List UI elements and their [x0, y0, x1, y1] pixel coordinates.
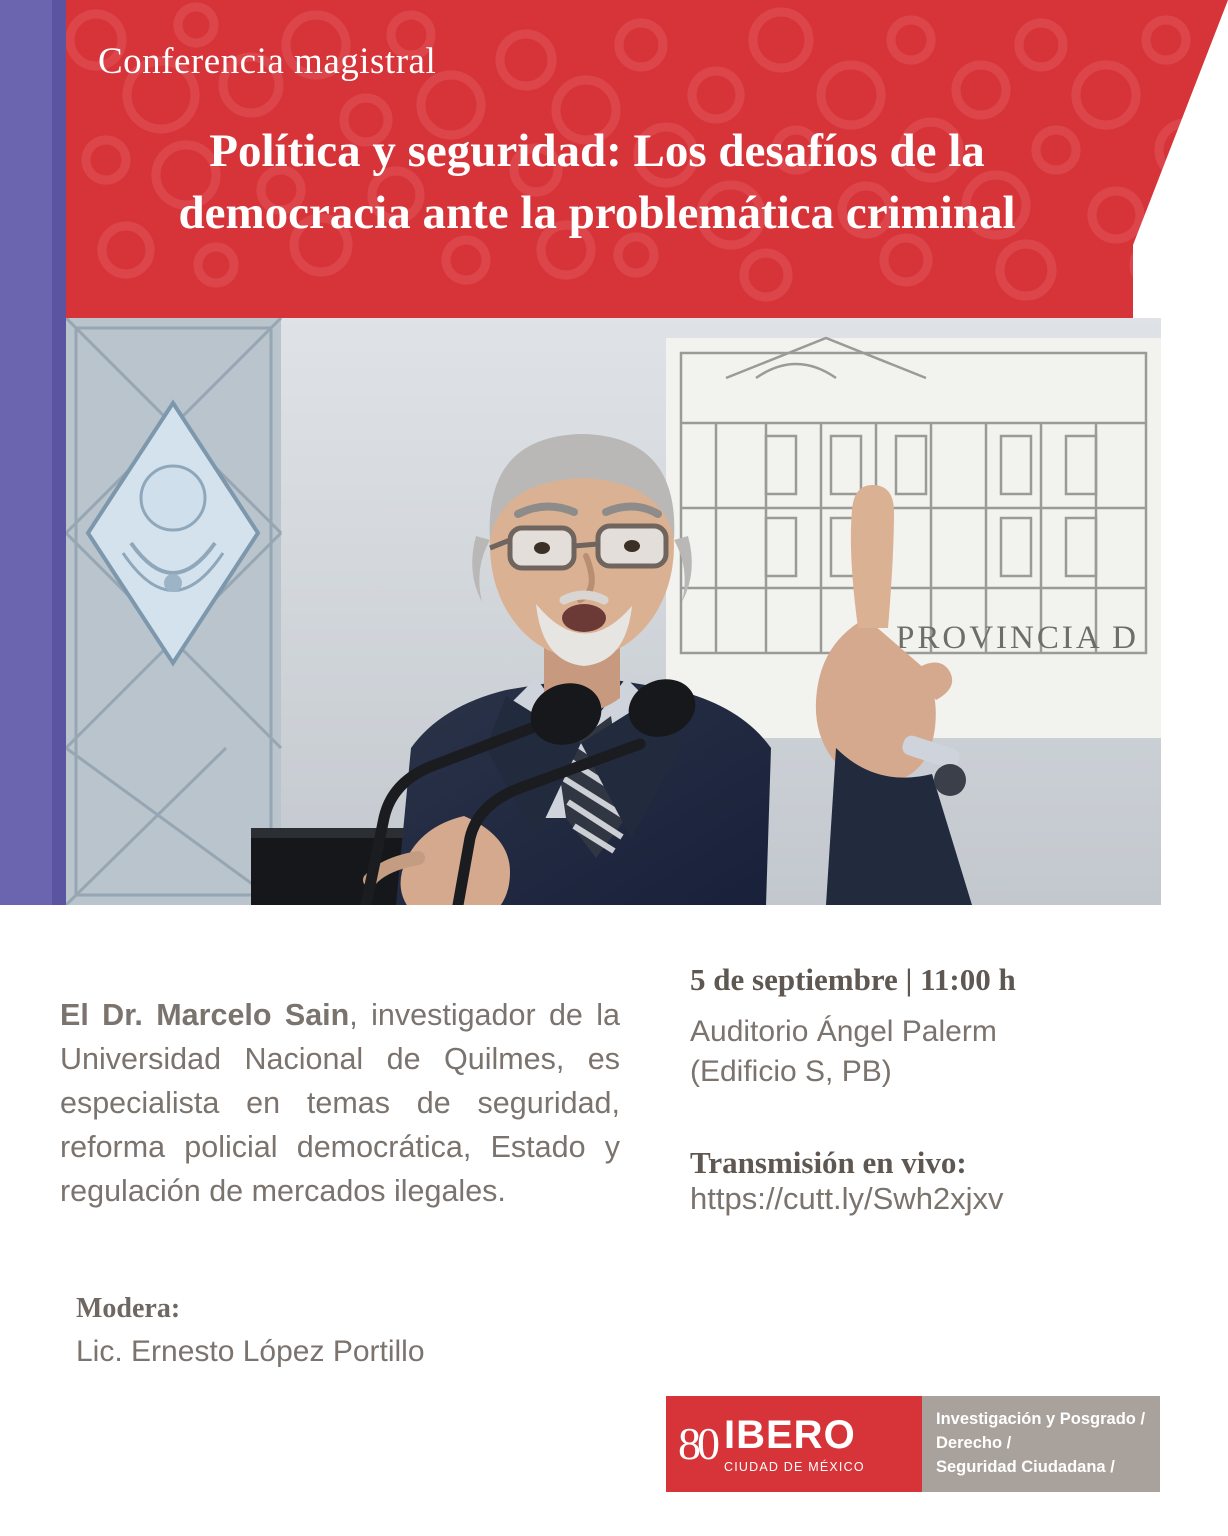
header-corner-notch-fill — [1133, 245, 1228, 318]
footer-logos — [666, 1396, 1160, 1492]
speaker-bio-block — [60, 962, 620, 1244]
header-banner — [66, 0, 1228, 318]
anniversary-80-icon: 80 — [678, 1418, 716, 1469]
department-line-1: Investigación y Posgrado / — [936, 1410, 1146, 1429]
speaker-bio-rest: , investigador de la Universidad Nacional de Quilmes, es especialista en temas de seguridad, reforma policial democrática, Estado y regulación de mercados ilegales. — [60, 997, 620, 1209]
left-accent-bar — [0, 0, 66, 905]
moderator-block — [76, 1293, 636, 1369]
ibero-logo-subtitle: CIUDAD DE MÉXICO — [724, 1459, 865, 1474]
left-accent-bar-stripe — [52, 0, 66, 905]
ibero-logo-text — [724, 1412, 865, 1474]
speaker-name: El Dr. Marcelo Sain — [60, 997, 350, 1032]
ibero-logo — [666, 1396, 922, 1492]
department-logo — [922, 1396, 1160, 1492]
livestream-link[interactable]: https://cutt.ly/Swh2xjxv — [690, 1181, 1004, 1217]
header-corner-notch — [1133, 0, 1228, 245]
event-kicker: Conferencia magistral — [98, 41, 437, 82]
event-venue-line2: (Edificio S, PB) — [690, 1054, 892, 1088]
speaker-photo — [66, 318, 1161, 905]
moderator-label: Modera: — [76, 1293, 181, 1324]
event-date-time: 5 de septiembre | 11:00 h — [690, 962, 1016, 997]
event-headline: Política y seguridad: Los desafíos de la democracia ante la problemática criminal — [178, 125, 1016, 240]
event-details-block — [690, 962, 1160, 1217]
ibero-logo-name: IBERO — [724, 1412, 856, 1457]
svg-text:PROVINCIA D: PROVINCIA D — [896, 620, 1139, 656]
department-line-3: Seguridad Ciudadana / — [936, 1457, 1115, 1476]
speaker-photo-illustration — [66, 318, 1161, 905]
event-venue-line1: Auditorio Ángel Palerm — [690, 1015, 997, 1048]
event-venue — [690, 1012, 1160, 1091]
department-line-2: Derecho / — [936, 1434, 1012, 1453]
speaker-bio — [60, 993, 620, 1214]
livestream-label: Transmisión en vivo: — [690, 1145, 967, 1181]
moderator-name: Lic. Ernesto López Portillo — [76, 1335, 425, 1368]
